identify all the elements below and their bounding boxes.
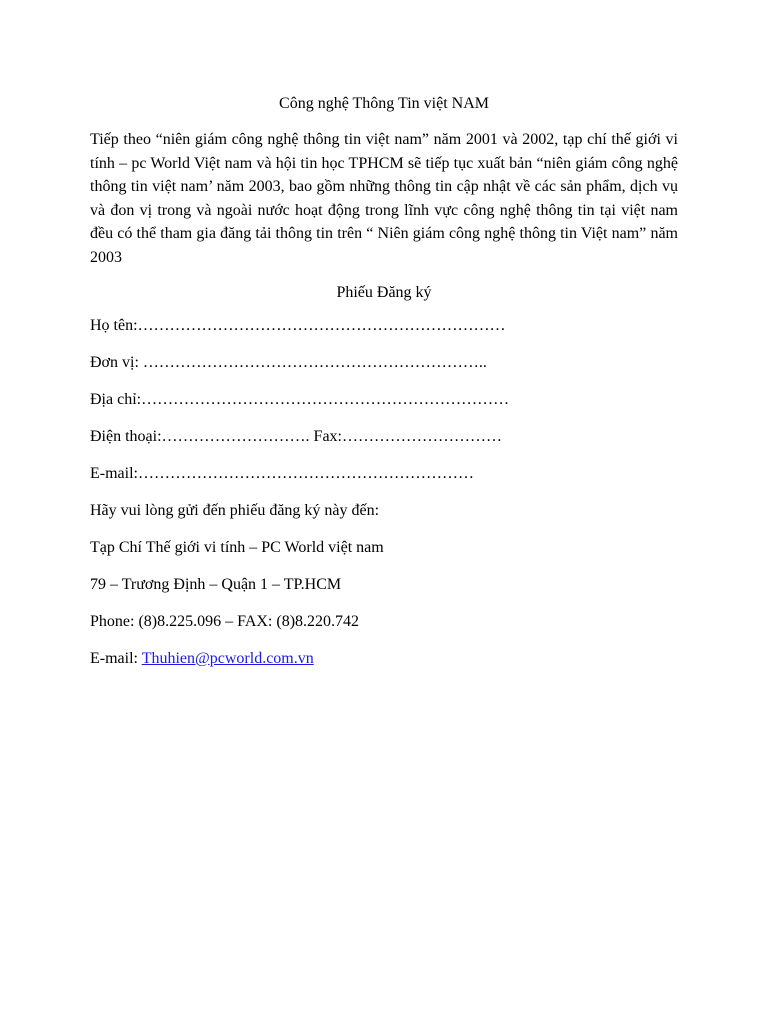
document-page bbox=[90, 92, 678, 671]
field-name: Họ tên:…………………………………………………………… bbox=[90, 317, 506, 334]
send-to-text: Hãy vui lòng gửi đến phiếu đăng ký này đến: bbox=[90, 502, 380, 519]
field-address: Địa chỉ:…………………………………………………………… bbox=[90, 391, 510, 408]
field-phone-fax: Điện thoại:………………………. Fax:………………………… bbox=[90, 428, 502, 445]
organization-name: Tạp Chí Thế giới vi tính – PC World việt nam bbox=[90, 539, 384, 556]
street-address: 79 – Trương Định – Quận 1 – TP.HCM bbox=[90, 576, 342, 593]
intro-paragraph: Tiếp theo “niên giám công nghệ thông tin việt nam” năm 2001 và 2002, tạp chí thế giới vi tính – pc World Việt nam và hội tin học TPHCM sẽ tiếp tục xuất bản “niên giám công nghệ thông tin việt nam’ năm 2003, bao gồm những thông tin cập nhật về các sản phẩm, dịch vụ và đon vị trong và ngoài nước hoạt động trong lĩnh vực công nghệ thông tin tại việt nam đều có thể tham gia đăng tải thông tin trên “ Niên giám công nghệ thông tin Việt nam” năm 2003 bbox=[90, 131, 678, 266]
field-unit: Đơn vị: ……………………………………………………….. bbox=[90, 354, 487, 371]
contact-email-link[interactable]: Thuhien@pcworld.com.vn bbox=[141, 650, 314, 667]
form-title: Phiếu Đăng ký bbox=[336, 284, 432, 301]
field-email: E-mail:……………………………………………………… bbox=[90, 465, 474, 482]
contact-phone: Phone: (8)8.225.096 – FAX: (8)8.220.742 bbox=[90, 613, 360, 630]
document-title: Công nghệ Thông Tin việt NAM bbox=[279, 95, 489, 112]
contact-email-line bbox=[90, 647, 678, 671]
contact-email-label: E-mail: bbox=[90, 650, 142, 667]
